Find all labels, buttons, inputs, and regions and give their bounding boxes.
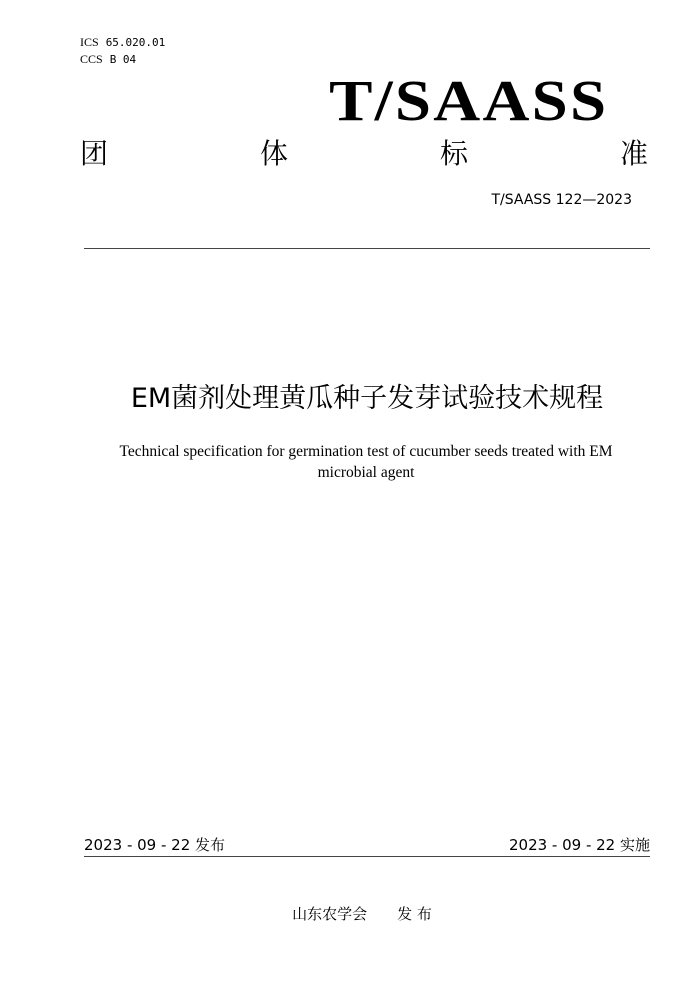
publisher-line [0,904,700,924]
bottom-divider [84,856,650,857]
classification-codes [80,34,165,68]
standard-type-char: 标 [439,137,468,170]
issue-date: 2023 - 09 - 22 发布 [84,836,226,854]
ics-line [80,34,165,51]
implementation-date: 2023 - 09 - 22 实施 [508,836,650,854]
top-divider [84,248,650,249]
standard-type-char: 体 [259,137,288,170]
publisher-name: 山东农学会 [292,905,368,923]
standard-type-char: 准 [619,137,648,170]
standard-logo: T/SAASS [328,68,608,133]
english-title: Technical specification for germination test of cucumber seeds treated with EM microbial agent [119,443,613,481]
chinese-title: EM菌剂处理黄瓜种子发芽试验技术规程 [130,383,604,414]
ccs-label: CCS [80,52,103,66]
ics-label: ICS [80,35,99,49]
publish-label: 发 布 [397,905,432,923]
standard-number: T/SAASS 122—2023 [491,192,632,208]
standard-type [80,134,648,174]
ics-code: 65.020.01 [105,36,166,49]
standard-type-char: 团 [80,137,109,170]
ccs-line [80,51,165,68]
ccs-code: B 04 [109,53,137,66]
